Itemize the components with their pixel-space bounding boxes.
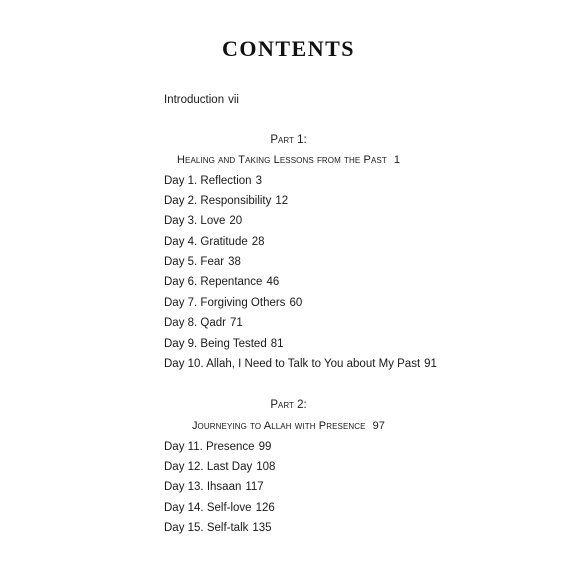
toc-entry-page: 91: [424, 358, 437, 370]
toc-entry-label: Day 14. Self-love: [164, 502, 252, 514]
toc-entry-introduction: [164, 93, 239, 107]
toc-entry-page: 60: [289, 297, 303, 309]
toc-entry-label: Day 2. Responsibility: [164, 195, 272, 207]
toc-entry-day-8: [164, 316, 243, 330]
toc-entry-day-7: [164, 296, 302, 310]
toc-entry-label: Day 7. Forgiving Others: [164, 297, 286, 309]
part-1-label: Part 1:: [270, 134, 307, 146]
toc-entry-day-11: [164, 440, 271, 454]
toc-entry-day-12: [164, 460, 275, 474]
part-2-heading: [0, 419, 577, 433]
toc-entry-label: Day 1. Reflection: [164, 175, 252, 187]
toc-entry-day-6: [164, 275, 279, 289]
toc-entry-page: 28: [251, 236, 265, 248]
toc-entry-label: Day 15. Self-talk: [164, 522, 249, 534]
toc-entry-page: 3: [255, 175, 262, 187]
toc-entry-day-2: [164, 194, 288, 208]
toc-entry-page: 46: [266, 276, 280, 288]
toc-entry-label: Day 11. Presence: [164, 441, 255, 453]
toc-entry-label: Introduction: [164, 94, 225, 106]
toc-entry-label: Day 6. Repentance: [164, 276, 263, 288]
toc-entry-page: 20: [229, 215, 243, 227]
part-heading-title: Journeying to Allah with Presence: [191, 420, 366, 432]
toc-entry-day-15: [164, 521, 272, 535]
page-title: CONTENTS: [221, 36, 356, 61]
toc-entry-label: Day 9. Being Tested: [164, 338, 267, 350]
toc-entry-page: 81: [270, 338, 284, 350]
toc-entry-page: 117: [245, 481, 264, 493]
toc-entry-day-13: [164, 480, 264, 494]
part-heading-page: 1: [393, 154, 401, 166]
toc-entry-day-3: [164, 214, 242, 228]
toc-entry-label: Day 12. Last Day: [164, 461, 253, 473]
part-heading-title: Healing and Taking Lessons from the Past: [176, 154, 387, 166]
part-2-label: Part 2:: [270, 399, 307, 411]
toc-entry-label: Day 4. Gratitude: [164, 236, 248, 248]
toc-entry-day-9: [164, 337, 284, 351]
toc-entry-page: 108: [256, 461, 276, 473]
toc-entry-day-1: [164, 174, 262, 188]
toc-entry-page: 135: [252, 522, 272, 534]
toc-entry-day-10: [164, 357, 437, 371]
toc-entry-page: 99: [258, 441, 272, 453]
toc-entry-label: Day 10. Allah, I Need to Talk to You about My Past: [164, 358, 421, 370]
toc-entry-day-5: [164, 255, 241, 269]
toc-entry-label: Day 3. Love: [164, 215, 226, 227]
toc-entry-page: 12: [275, 195, 289, 207]
toc-entry-page: 38: [228, 256, 241, 268]
toc-entry-page: vii: [228, 94, 239, 106]
toc-entry-page: 71: [230, 317, 243, 329]
toc-entry-label: Day 13. Ihsaan: [164, 481, 242, 493]
toc-entry-label: Day 8. Qadr: [164, 317, 226, 329]
part-1-heading: [0, 153, 577, 167]
toc-entry-label: Day 5. Fear: [164, 256, 225, 268]
toc-entry-page: 126: [255, 502, 275, 514]
part-heading-page: 97: [372, 420, 386, 432]
toc-entry-day-14: [164, 501, 275, 515]
toc-entry-day-4: [164, 235, 265, 249]
